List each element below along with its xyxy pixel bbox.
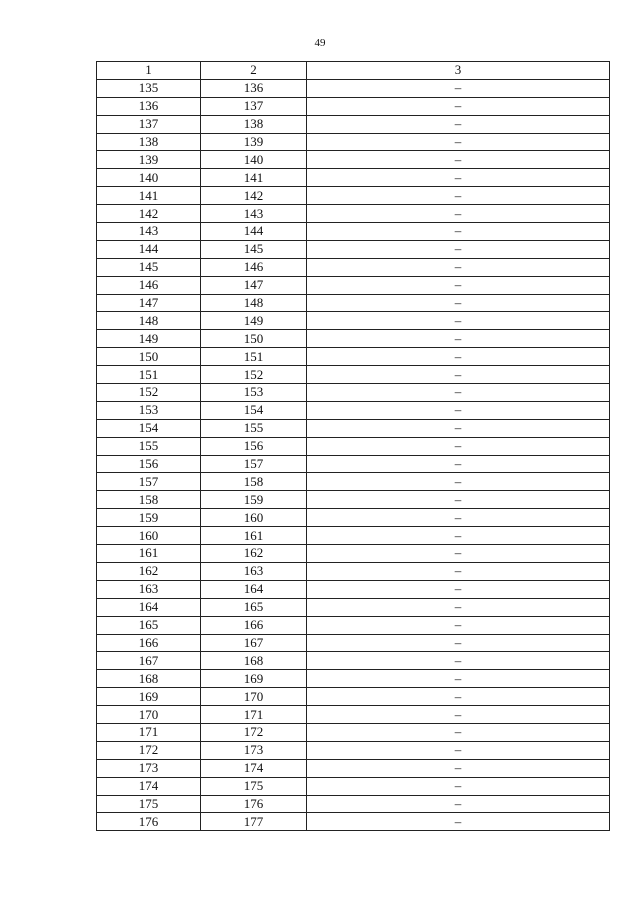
table-cell-col-1: 136 — [97, 97, 201, 115]
table-row — [97, 330, 610, 348]
table-row — [97, 79, 610, 97]
table-cell-col-3: – — [307, 580, 610, 598]
table-cell-col-2: 164 — [201, 580, 307, 598]
table-cell-col-1: 160 — [97, 527, 201, 545]
table-cell-col-1: 173 — [97, 759, 201, 777]
table-cell-col-2: 158 — [201, 473, 307, 491]
table-cell-col-2: 165 — [201, 598, 307, 616]
table-row — [97, 187, 610, 205]
table-cell-col-1: 137 — [97, 115, 201, 133]
table-cell-col-3: – — [307, 115, 610, 133]
table-row — [97, 777, 610, 795]
table-row — [97, 473, 610, 491]
table-cell-col-2: 176 — [201, 795, 307, 813]
table-cell-col-1: 157 — [97, 473, 201, 491]
table-cell-col-1: 139 — [97, 151, 201, 169]
table-cell-col-3: – — [307, 598, 610, 616]
table-cell-col-2: 166 — [201, 616, 307, 634]
table-row — [97, 115, 610, 133]
table-cell-col-3: – — [307, 634, 610, 652]
table-cell-col-1: 159 — [97, 509, 201, 527]
table-cell-col-3: – — [307, 79, 610, 97]
table-cell-col-2: 145 — [201, 240, 307, 258]
table-cell-col-2: 142 — [201, 187, 307, 205]
table-cell-col-1: 140 — [97, 169, 201, 187]
table-cell-col-1: 176 — [97, 813, 201, 831]
table-cell-col-2: 173 — [201, 741, 307, 759]
table-cell-col-3: – — [307, 795, 610, 813]
table-cell-col-3: – — [307, 276, 610, 294]
table-cell-col-1: 135 — [97, 79, 201, 97]
table-cell-col-2: 148 — [201, 294, 307, 312]
table-row — [97, 813, 610, 831]
table-cell-col-3: – — [307, 151, 610, 169]
table-row — [97, 312, 610, 330]
table-cell-col-1: 150 — [97, 348, 201, 366]
table-cell-col-3: – — [307, 562, 610, 580]
table-row — [97, 706, 610, 724]
table-row — [97, 384, 610, 402]
table-row — [97, 276, 610, 294]
table-cell-col-1: 152 — [97, 384, 201, 402]
table-row — [97, 401, 610, 419]
table-cell-col-3: – — [307, 509, 610, 527]
table-cell-col-3: – — [307, 688, 610, 706]
table-row — [97, 759, 610, 777]
table-cell-col-2: 169 — [201, 670, 307, 688]
table-row — [97, 580, 610, 598]
table-cell-col-1: 158 — [97, 491, 201, 509]
table-cell-col-2: 167 — [201, 634, 307, 652]
table-cell-col-2: 157 — [201, 455, 307, 473]
table-body — [97, 79, 610, 830]
table-row — [97, 455, 610, 473]
table-cell-col-1: 162 — [97, 562, 201, 580]
table-cell-col-2: 138 — [201, 115, 307, 133]
table-cell-col-3: – — [307, 437, 610, 455]
table-row — [97, 562, 610, 580]
table-cell-col-3: – — [307, 223, 610, 241]
table-row — [97, 133, 610, 151]
table-cell-col-1: 155 — [97, 437, 201, 455]
table-row — [97, 509, 610, 527]
table-cell-col-2: 149 — [201, 312, 307, 330]
table-row — [97, 741, 610, 759]
table-row — [97, 652, 610, 670]
table-cell-col-3: – — [307, 366, 610, 384]
table-cell-col-3: – — [307, 384, 610, 402]
table-cell-col-1: 151 — [97, 366, 201, 384]
table-cell-col-1: 147 — [97, 294, 201, 312]
table-cell-col-3: – — [307, 473, 610, 491]
table-cell-col-2: 163 — [201, 562, 307, 580]
table-cell-col-3: – — [307, 527, 610, 545]
table-cell-col-2: 151 — [201, 348, 307, 366]
table-row — [97, 616, 610, 634]
table-cell-col-3: – — [307, 133, 610, 151]
table-row — [97, 437, 610, 455]
table-header — [97, 62, 610, 80]
table-row — [97, 670, 610, 688]
table-cell-col-2: 172 — [201, 723, 307, 741]
table-cell-col-1: 161 — [97, 545, 201, 563]
table-cell-col-1: 145 — [97, 258, 201, 276]
table-cell-col-3: – — [307, 723, 610, 741]
table-cell-col-1: 174 — [97, 777, 201, 795]
table-cell-col-3: – — [307, 670, 610, 688]
table-cell-col-2: 168 — [201, 652, 307, 670]
table-cell-col-2: 136 — [201, 79, 307, 97]
table-row — [97, 205, 610, 223]
table-row — [97, 151, 610, 169]
table-cell-col-1: 168 — [97, 670, 201, 688]
table-cell-col-2: 160 — [201, 509, 307, 527]
table-row — [97, 688, 610, 706]
column-header-2: 2 — [201, 62, 307, 80]
table-cell-col-2: 175 — [201, 777, 307, 795]
table-cell-col-3: – — [307, 455, 610, 473]
table-row — [97, 795, 610, 813]
table-cell-col-3: – — [307, 348, 610, 366]
table-row — [97, 240, 610, 258]
table-cell-col-2: 144 — [201, 223, 307, 241]
table-cell-col-1: 138 — [97, 133, 201, 151]
table-cell-col-3: – — [307, 545, 610, 563]
table-cell-col-3: – — [307, 401, 610, 419]
table-cell-col-1: 156 — [97, 455, 201, 473]
table-cell-col-3: – — [307, 330, 610, 348]
table-cell-col-2: 139 — [201, 133, 307, 151]
table-row — [97, 169, 610, 187]
table-cell-col-1: 165 — [97, 616, 201, 634]
table-cell-col-2: 147 — [201, 276, 307, 294]
table-cell-col-2: 162 — [201, 545, 307, 563]
table-cell-col-3: – — [307, 419, 610, 437]
table-cell-col-2: 152 — [201, 366, 307, 384]
table-cell-col-2: 154 — [201, 401, 307, 419]
table-cell-col-3: – — [307, 741, 610, 759]
table-cell-col-3: – — [307, 187, 610, 205]
table-row — [97, 634, 610, 652]
table-cell-col-1: 154 — [97, 419, 201, 437]
table-cell-col-3: – — [307, 258, 610, 276]
column-header-1: 1 — [97, 62, 201, 80]
table-cell-col-2: 171 — [201, 706, 307, 724]
table-cell-col-3: – — [307, 240, 610, 258]
table-cell-col-2: 156 — [201, 437, 307, 455]
table-row — [97, 723, 610, 741]
table-row — [97, 491, 610, 509]
table-cell-col-2: 137 — [201, 97, 307, 115]
table-row — [97, 97, 610, 115]
table-cell-col-2: 161 — [201, 527, 307, 545]
table-row — [97, 294, 610, 312]
table-cell-col-3: – — [307, 616, 610, 634]
table-cell-col-2: 153 — [201, 384, 307, 402]
table-cell-col-1: 166 — [97, 634, 201, 652]
table-cell-col-2: 141 — [201, 169, 307, 187]
table-cell-col-1: 164 — [97, 598, 201, 616]
table-cell-col-3: – — [307, 652, 610, 670]
column-header-3: 3 — [307, 62, 610, 80]
table-cell-col-3: – — [307, 777, 610, 795]
table-cell-col-2: 155 — [201, 419, 307, 437]
table-cell-col-1: 142 — [97, 205, 201, 223]
table-cell-col-1: 153 — [97, 401, 201, 419]
table-cell-col-1: 144 — [97, 240, 201, 258]
table-cell-col-1: 149 — [97, 330, 201, 348]
table-cell-col-3: – — [307, 759, 610, 777]
table-cell-col-2: 150 — [201, 330, 307, 348]
table-cell-col-1: 141 — [97, 187, 201, 205]
table-cell-col-1: 175 — [97, 795, 201, 813]
table-cell-col-1: 172 — [97, 741, 201, 759]
table-row — [97, 366, 610, 384]
table-row — [97, 258, 610, 276]
table-cell-col-1: 143 — [97, 223, 201, 241]
table-cell-col-3: – — [307, 294, 610, 312]
table-cell-col-2: 146 — [201, 258, 307, 276]
table-row — [97, 223, 610, 241]
table-cell-col-2: 177 — [201, 813, 307, 831]
header-row — [97, 62, 610, 80]
table-row — [97, 419, 610, 437]
table-cell-col-3: – — [307, 813, 610, 831]
table-cell-col-2: 170 — [201, 688, 307, 706]
table-cell-col-1: 146 — [97, 276, 201, 294]
table-row — [97, 527, 610, 545]
table-cell-col-3: – — [307, 491, 610, 509]
table-cell-col-2: 174 — [201, 759, 307, 777]
table-row — [97, 545, 610, 563]
table-row — [97, 348, 610, 366]
table-cell-col-2: 143 — [201, 205, 307, 223]
table-cell-col-1: 148 — [97, 312, 201, 330]
table-cell-col-3: – — [307, 205, 610, 223]
data-table — [96, 61, 610, 831]
table-row — [97, 598, 610, 616]
page-number: 49 — [314, 37, 326, 49]
table-cell-col-1: 171 — [97, 723, 201, 741]
table-cell-col-1: 170 — [97, 706, 201, 724]
table-cell-col-3: – — [307, 312, 610, 330]
table-cell-col-2: 140 — [201, 151, 307, 169]
table-cell-col-1: 167 — [97, 652, 201, 670]
table-cell-col-3: – — [307, 97, 610, 115]
table-cell-col-2: 159 — [201, 491, 307, 509]
table-cell-col-3: – — [307, 169, 610, 187]
table-cell-col-1: 163 — [97, 580, 201, 598]
table-cell-col-1: 169 — [97, 688, 201, 706]
table-cell-col-3: – — [307, 706, 610, 724]
